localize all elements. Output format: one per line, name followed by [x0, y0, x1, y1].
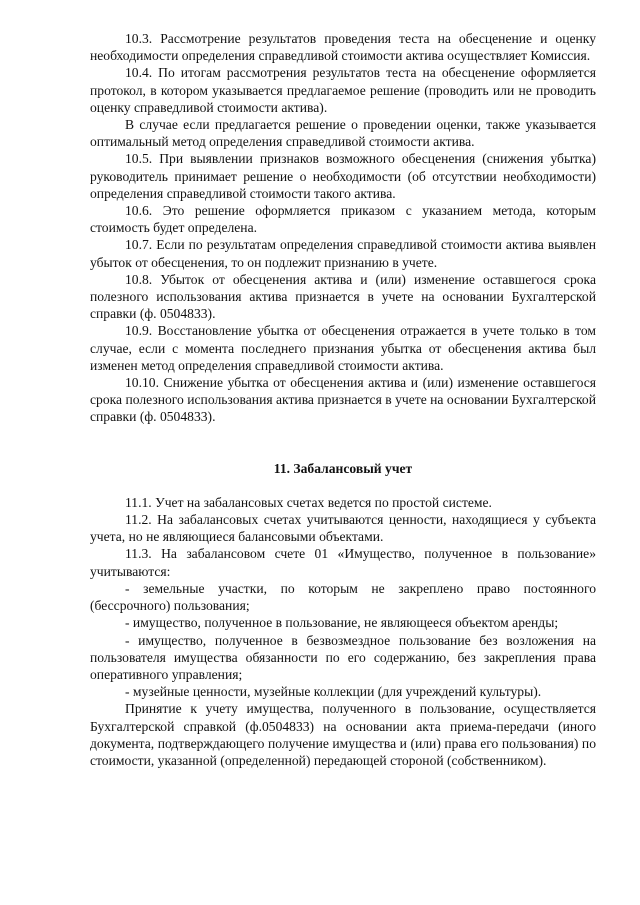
paragraph-11-3: 11.3. На забалансовом счете 01 «Имущество, полученное в пользование» учитываются:: [90, 546, 596, 579]
paragraph-10-7: 10.7. Если по результатам определения справедливой стоимости актива выявлен убыток от обесценения, то он подлежит признанию в учете.: [90, 237, 596, 270]
section-11-heading: 11. Забалансовый учет: [273, 460, 413, 476]
paragraph-10-6: 10.6. Это решение оформляется приказом с указанием метода, которым стоимость будет определена.: [90, 203, 596, 236]
paragraph-10-3: 10.3. Рассмотрение результатов проведения теста на обесценение и оценку необходимости определения справедливой стоимости актива осуществляет Комиссия.: [90, 31, 596, 64]
paragraph-acceptance: Принятие к учету имущества, полученного в пользование, осуществляется Бухгалтерской справкой (ф.0504833) на основании акта приема-передачи (иного документа, подтверждающего получение имущества и (или) права его пользования) по стоимости, указанной (определенной) передающей стороной (собственником).: [90, 701, 596, 768]
list-item-museum: - музейные ценности, музейные коллекции (для учреждений культуры).: [125, 684, 542, 700]
paragraph-10-4: 10.4. По итогам рассмотрения результатов теста на обесценение оформляется протокол, в котором указывается предлагаемое решение (проводить или не проводить оценку справедливой стоимости актива).: [90, 65, 596, 115]
paragraph-10-9: 10.9. Восстановление убытка от обесценения отражается в учете только в том случае, если с момента последнего признания убытка от обесценения актива был изменен метод определения справедливой стоимости актива.: [90, 323, 596, 373]
paragraph-10-4-note: В случае если предлагается решение о проведении оценки, также указывается оптимальный метод определения справедливой стоимости актива.: [90, 117, 596, 150]
paragraph-10-10: 10.10. Снижение убытка от обесценения актива и (или) изменение оставшегося срока полезного использования актива признается в учете на основании Бухгалтерской справки (ф. 0504833).: [90, 375, 596, 425]
paragraph-10-5: 10.5. При выявлении признаков возможного обесценения (снижения убытка) руководитель принимает решение о необходимости (об отсутствии необходимости) определения справедливой стоимости такого актива.: [90, 151, 596, 201]
paragraph-10-8: 10.8. Убыток от обесценения актива и (или) изменение оставшегося срока полезного использования актива признается в учете на основании Бухгалтерской справки (ф. 0504833).: [90, 271, 596, 322]
paragraph-11-2: 11.2. На забалансовых счетах учитываются ценности, находящиеся у субъекта учета, но не являющиеся балансовыми объектами.: [90, 512, 596, 545]
section-gap: [90, 426, 596, 460]
paragraph-11-1: 11.1. Учет на забалансовых счетах ведется по простой системе.: [125, 494, 492, 510]
list-item-land: - земельные участки, по которым не закреплено право постоянного (бессрочного) пользования;: [90, 580, 596, 614]
list-item-property-use: - имущество, полученное в пользование, не являющееся объектом аренды;: [125, 615, 559, 631]
list-item-free-use: - имущество, полученное в безвозмездное пользование без возложения на пользователя имущества обязанности по его содержанию, без закрепления права оперативного управления;: [90, 632, 596, 682]
heading-gap: [90, 477, 596, 494]
document-page: [90, 30, 596, 769]
